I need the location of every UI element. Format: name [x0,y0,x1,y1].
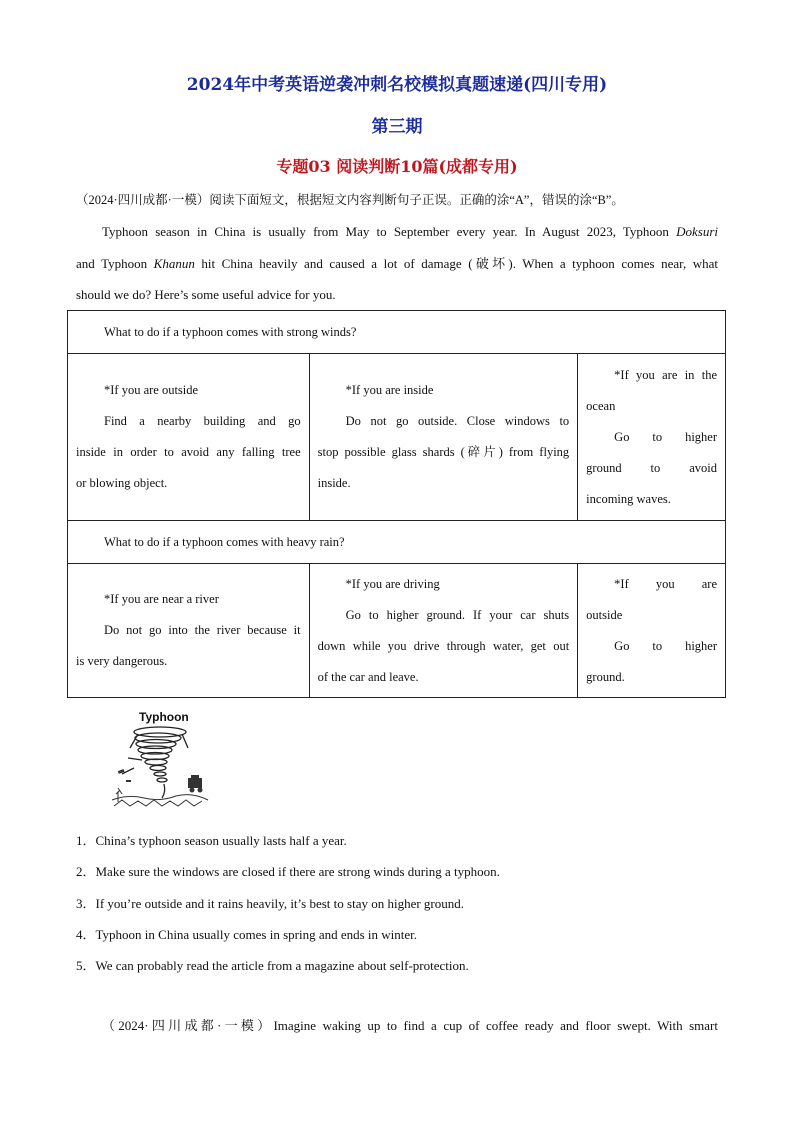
cell-title: outside [586,607,623,622]
cell-text: Do not go into the river because it [104,623,301,637]
passage-text: Typhoon season in China is usually from May to September every year. In August 2023, Typhoon [102,224,669,239]
cell-text: ground to avoid [586,460,717,475]
passage-text: and Typhoon [76,256,148,271]
cell-river [68,564,310,698]
cell-text: inside. [317,476,351,490]
cell-outside-rain [578,564,726,698]
typhoon-name: Doksuri [676,224,718,239]
typhoon-illustration [108,708,212,812]
page-title: 2024年中考英语逆袭冲刺名校模拟真题速递(四川专用) [186,75,608,95]
cell-text: Find a nearby building and go [104,414,301,428]
cell-text: of the car and leave. [317,669,419,684]
typhoon-icon [108,708,212,812]
typhoon-name: Khanun [153,256,195,271]
cell-title: *If you are [614,576,717,591]
cell-title: ocean [586,398,616,413]
cell-title: *If you are inside [345,383,434,397]
cell-title: *If you are driving [345,576,440,591]
passage-line [76,248,718,279]
cell-text: ground. [586,669,625,684]
question-item: 1．China’s typhoon season usually lasts half a year. [76,833,347,848]
advice-table [67,310,726,698]
cell-driving [309,564,578,698]
rain-header: What to do if a typhoon comes with heavy rain? [68,521,726,564]
instruction: （2024·四川成都·一模）阅读下面短文，根据短文内容判断句子正误。正确的涂“A”，错误的涂“B”。 [76,193,624,207]
cell-text: Do not go outside. Close windows to [345,414,570,428]
cell-text: is very dangerous. [76,654,168,668]
wind-header: What to do if a typhoon comes with strong winds? [68,311,726,354]
cell-text: inside in order to avoid any falling tree [76,445,301,459]
question-item: 4．Typhoon in China usually comes in spring and ends in winter. [76,927,418,942]
topic-title: 专题03 阅读判断10篇(成都专用) [276,157,518,176]
passage2-line: （2024·四川成都·一模）Imagine waking up to find a cup of coffee ready and floor swept. With smart [102,1018,718,1033]
cell-inside [309,354,578,521]
cell-outside [68,354,310,521]
cell-text: stop possible glass shards (碎片) from flying [317,445,570,459]
cell-text: Go to higher [614,638,717,653]
issue-title: 第三期 [371,117,423,137]
cell-text: incoming waves. [586,491,671,506]
question-item: 3．If you’re outside and it rains heavily, it’s best to stay on higher ground. [76,896,465,911]
passage-text: hit China heavily and caused a lot of damage (破坏). When a typhoon comes near, what [201,256,719,271]
cell-text: or blowing object. [76,476,168,490]
passage-line [102,216,718,247]
question-item: 2．Make sure the windows are closed if there are strong winds during a typhoon. [76,864,500,879]
cell-text: Go to higher ground. If your car shuts [345,607,570,622]
cell-text: down while you drive through water, get out [317,638,570,653]
cell-title: *If you are near a river [104,592,219,606]
passage-line: should we do? Here’s some useful advice for you. [76,287,336,302]
typhoon-label: Typhoon [139,710,189,724]
cell-ocean [578,354,726,521]
cell-title: *If you are in the [614,367,717,382]
cell-title: *If you are outside [104,383,199,397]
question-item: 5．We can probably read the article from a magazine about self-protection. [76,958,469,973]
cell-text: Go to higher [614,429,717,444]
